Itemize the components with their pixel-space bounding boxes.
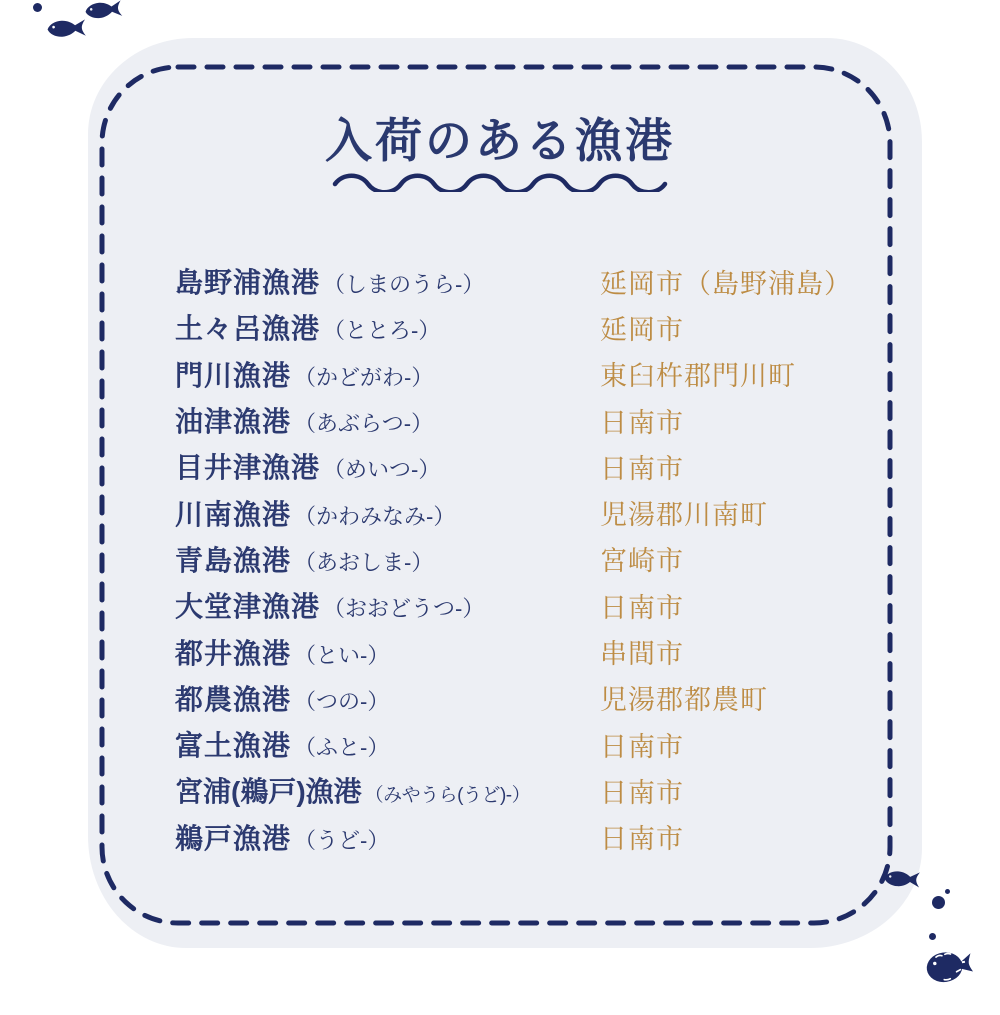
bubble-icon [33,3,42,12]
port-name-group [175,354,433,394]
port-row [175,675,865,721]
port-reading: （とい-） [294,642,390,668]
port-reading: （めいつ-） [323,457,441,483]
port-location: 日南市 [600,453,684,484]
fishing-port-list [175,258,865,860]
port-name-group [175,585,484,625]
port-name-group [175,678,389,718]
port-name-group [175,817,389,857]
port-name-group [175,307,440,347]
port-name: 都農漁港 [175,683,292,715]
port-location: 串間市 [600,639,684,670]
port-row [175,397,865,443]
bubble-icon [932,896,945,909]
port-name: 大堂津漁港 [175,591,321,623]
port-row [175,536,865,582]
bubble-icon [945,889,950,894]
port-location: 日南市 [600,407,684,438]
port-name: 川南漁港 [175,498,292,530]
port-row [175,351,865,397]
port-name-group [175,539,433,579]
port-name: 門川漁港 [175,359,292,391]
port-location: 延岡市 [600,314,684,345]
fish-icon [883,869,922,889]
port-name-group [175,632,389,672]
port-location: 日南市 [600,731,684,762]
port-name-group [175,400,433,440]
port-location: 日南市 [600,592,684,623]
port-name-group [175,770,530,810]
port-row [175,582,865,628]
fish-icon [83,0,124,21]
port-reading: （あぶらつ-） [294,411,434,437]
port-name-group [175,261,484,301]
port-location: 日南市 [600,777,684,808]
fish-icon [46,18,88,39]
port-row [175,721,865,767]
port-name: 島野浦漁港 [175,267,321,299]
port-name: 都井漁港 [175,637,292,669]
port-reading: （かどがわ-） [294,364,434,390]
pufferfish-icon [923,945,976,986]
port-location: 宮崎市 [600,546,684,577]
port-name-group [175,446,440,486]
port-row [175,443,865,489]
port-reading: （しまのうら-） [323,272,485,298]
port-reading: （ふと-） [294,735,390,761]
wave-underline-icon [332,172,668,192]
page-title: 入荷のある漁港 [325,116,675,168]
port-location: 日南市 [600,824,684,855]
port-name: 土々呂漁港 [175,313,321,345]
port-name: 目井津漁港 [175,452,321,484]
port-name-group [175,493,455,533]
port-location: 東臼杵郡門川町 [600,361,796,392]
port-row [175,814,865,860]
port-name: 宮浦(鵜戸)漁港 [175,776,362,808]
port-reading: （おおどうつ-） [323,596,485,622]
port-reading: （ととろ-） [323,318,441,344]
port-reading: （みやうら(うど)-） [364,785,531,807]
port-row [175,304,865,350]
port-reading: （うど-） [294,827,390,853]
port-name-group [175,724,389,764]
port-location: 児湯郡川南町 [600,500,768,531]
bubble-icon [929,933,936,940]
port-reading: （あおしま-） [294,549,434,575]
port-name: 富土漁港 [175,730,292,762]
port-row [175,489,865,535]
port-reading: （かわみなみ-） [294,503,456,529]
port-row [175,628,865,674]
port-reading: （つの-） [294,688,390,714]
port-row [175,258,865,304]
port-name: 鵜戸漁港 [175,822,292,854]
port-location: 児湯郡都農町 [600,685,768,716]
port-name: 青島漁港 [175,544,292,576]
port-row [175,767,865,813]
port-location: 延岡市（島野浦島） [600,268,852,299]
port-name: 油津漁港 [175,406,292,438]
